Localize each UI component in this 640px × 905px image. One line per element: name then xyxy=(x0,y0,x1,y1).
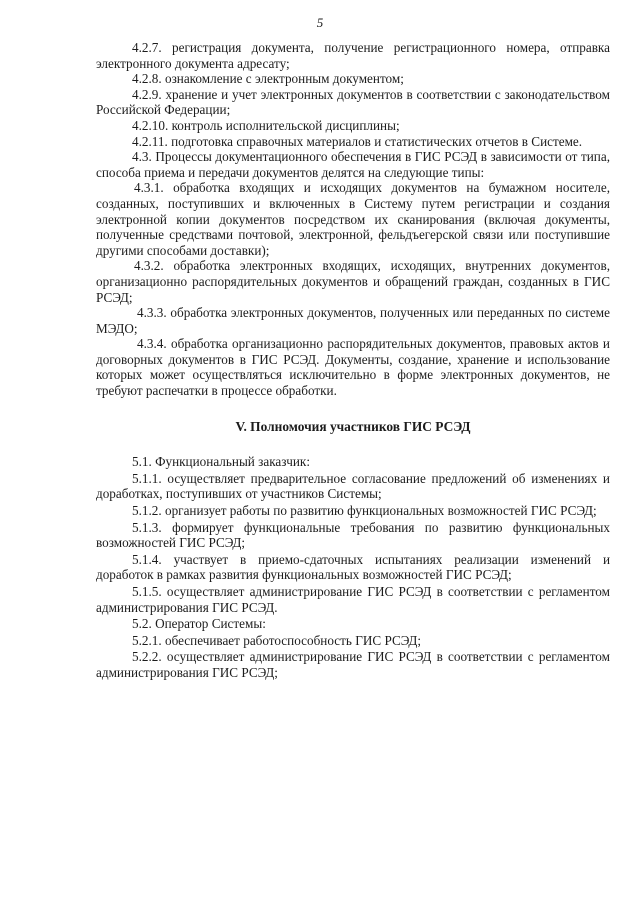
paragraph-4-2-7: 4.2.7. регистрация документа, получение регистрационного номера, отправка электронного документа адресату; xyxy=(96,40,610,71)
paragraph-5-2-2: 5.2.2. осуществляет администрирование ГИС РСЭД в соответствии с регламентом администрирования ГИС РСЭД; xyxy=(96,649,610,680)
section-5-list xyxy=(96,454,610,680)
paragraph-4-3-4: 4.3.4. обработка организационно распорядительных документов, правовых актов и договорных документов в ГИС РСЭД. Документы, создание, хранение и использование которых может осуществляться исключительно в форме электронных документов, не требуют распечатки в процессе обработки. xyxy=(96,336,610,399)
paragraph-5-2: 5.2. Оператор Системы: xyxy=(132,616,266,632)
paragraph-4-2-11: 4.2.11. подготовка справочных материалов и статистических отчетов в Системе. xyxy=(132,133,583,149)
section-heading: V. Полномочия участников ГИС РСЭД xyxy=(235,418,471,434)
paragraph-4-3: 4.3. Процессы документационного обеспечения в ГИС РСЭД в зависимости от типа, способа приема и передачи документов делятся на следующие типы: xyxy=(96,149,610,180)
paragraph-4-2-8: 4.2.8. ознакомление с электронным документом; xyxy=(132,71,404,87)
paragraph-4-3-2: 4.3.2. обработка электронных входящих, исходящих, внутренних документов, организационно распорядительных документов и обращений граждан, созданных в ГИС РСЭД; xyxy=(96,258,610,305)
paragraph-5-1-4: 5.1.4. участвует в приемо-сдаточных испытаниях реализации изменений и доработок в рамках развития функциональных возможностей ГИС РСЭД; xyxy=(96,551,610,583)
paragraph-4-3-1: 4.3.1. обработка входящих и исходящих документов на бумажном носителе, созданных, поступивших и включенных в Систему путем регистрации и создания электронной копии документов посредством их сканирования (включая документы, полученные средствами почтовой, электронной, фельдъегерской связи или поступившие другими способами доставки); xyxy=(96,180,610,258)
paragraph-5-1-5: 5.1.5. осуществляет администрирование ГИС РСЭД в соответствии с регламентом администрирования ГИС РСЭД. xyxy=(96,584,610,615)
paragraph-4-2-9: 4.2.9. хранение и учет электронных документов в соответствии с законодательством Российской Федерации; xyxy=(96,86,610,118)
paragraph-4-3-3: 4.3.3. обработка электронных документов, полученных или переданных по системе МЭДО; xyxy=(96,305,610,336)
paragraph-5-1-1: 5.1.1. осуществляет предварительное согласование предложений об изменениях и доработках, поступивших от участников Системы; xyxy=(96,470,610,502)
document-body xyxy=(96,40,610,682)
paragraph-4-2-10: 4.2.10. контроль исполнительской дисциплины; xyxy=(132,117,400,133)
paragraph-5-1: 5.1. Функциональный заказчик: xyxy=(132,454,310,470)
page-number: 5 xyxy=(316,15,324,30)
paragraph-5-2-1: 5.2.1. обеспечивает работоспособность ГИС РСЭД; xyxy=(132,632,421,648)
paragraph-5-1-2: 5.1.2. организует работы по развитию функциональных возможностей ГИС РСЭД; xyxy=(132,503,597,519)
paragraph-5-1-3: 5.1.3. формирует функциональные требования по развитию функциональных возможностей ГИС РСЭД; xyxy=(96,519,610,551)
section-4-list xyxy=(96,40,610,399)
